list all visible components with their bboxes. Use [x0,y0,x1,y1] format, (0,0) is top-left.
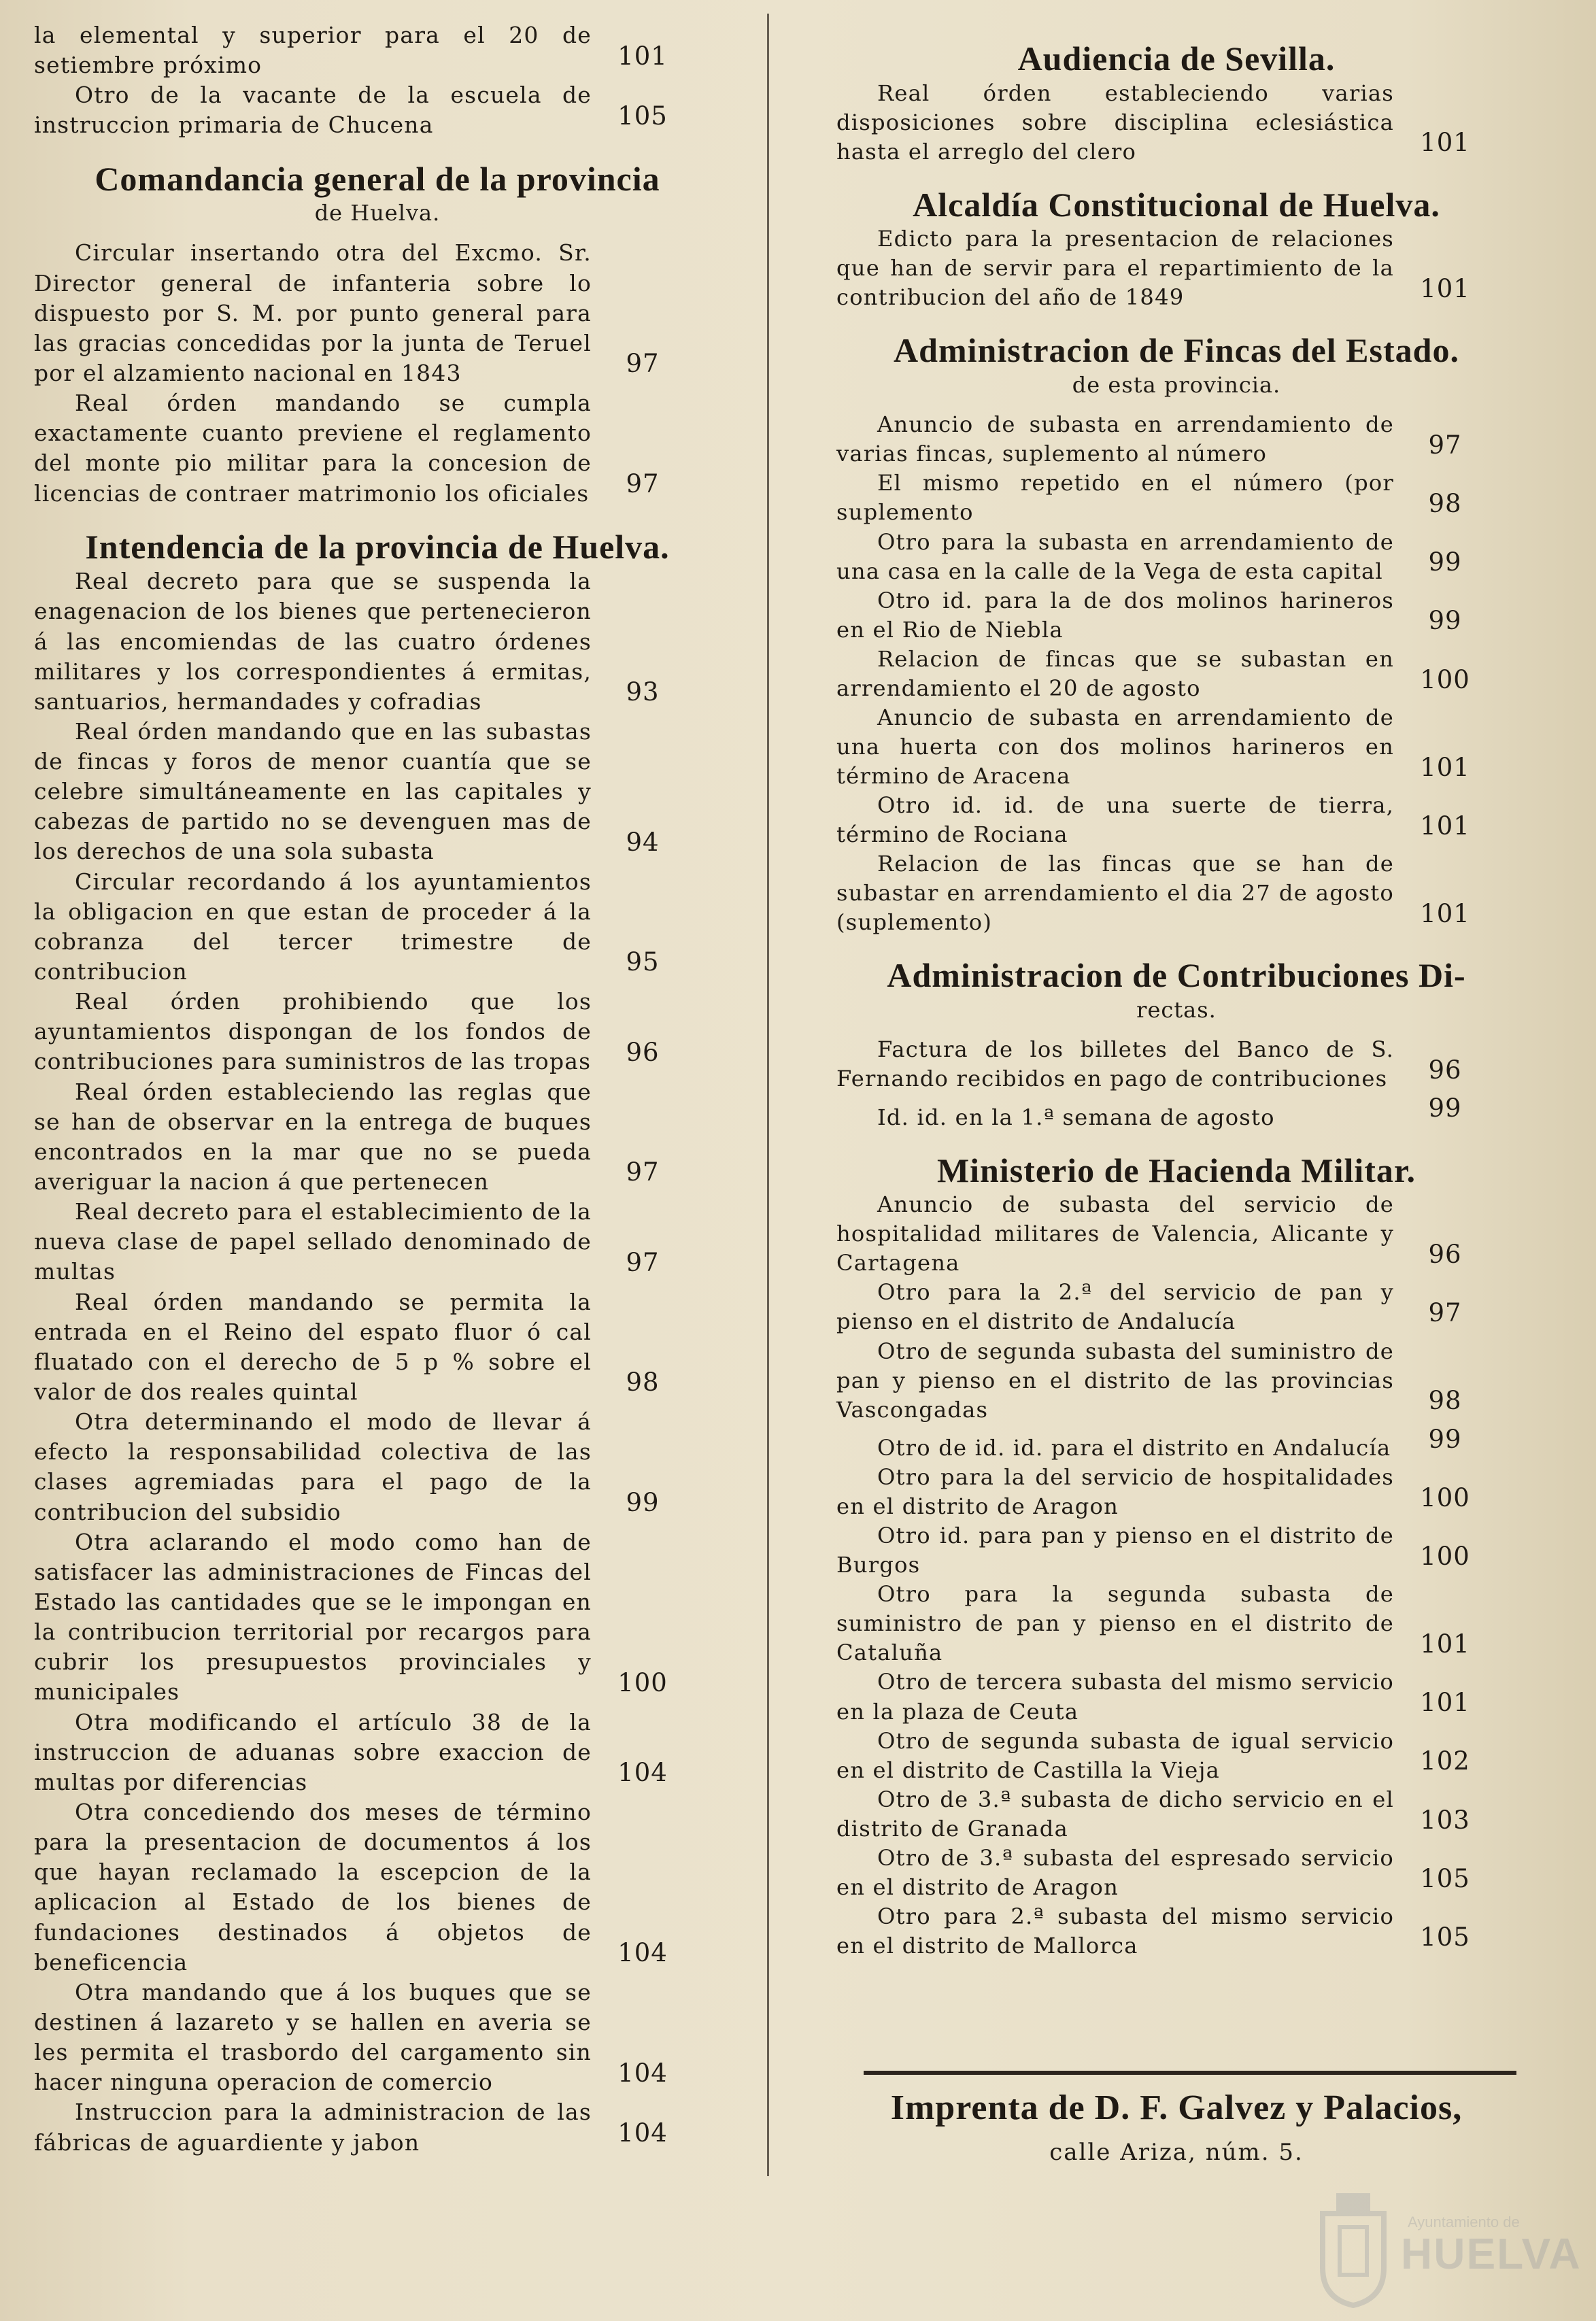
index-entry [34,1407,721,1527]
index-section [836,331,1516,937]
section-heading: Comandancia general de la provincia [95,159,660,198]
index-entry [836,1727,1516,1785]
entry-page-number: 98 [1428,489,1462,519]
entry-text: Otro id. para la de dos molinos harineros en el Rio de Niebla [836,587,1394,643]
entry-text: Real decreto para el establecimiento de la nueva clase de papel sellado denominado de multas [34,1198,592,1285]
left-column [34,20,721,2170]
entry-page-number: 99 [1428,1094,1462,1123]
index-entry [836,1463,1516,1521]
section-heading: Intendencia de la provincia de Huelva. [85,527,670,566]
entry-page-number: 96 [626,1037,660,1067]
entry-text: Otro de 3.ª subasta del espresado servicio en el distrito de Aragon [836,1844,1394,1900]
index-entry [34,1197,721,1287]
entry-text: Otra determinando el modo de llevar á efecto la responsabilidad colectiva de las clases agremiadas para el pago de la contribucion del subsidio [34,1408,592,1525]
entry-text: Otro para la subasta en arrendamiento de una casa en la calle de la Vega de esta capital [836,528,1394,584]
right-column [836,20,1516,1973]
archive-watermark [1312,2186,1584,2309]
entry-text: Circular insertando otra del Excmo. Sr. Director general de infanteria sobre lo dispuesto por S. M. por punto general para las gracias concedidas por la junta de Teruel por el alzamiento nacional en 1843 [34,239,592,387]
entry-page-number: 94 [626,827,660,857]
entry-page-number: 98 [1428,1386,1462,1416]
entry-text: Otro de 3.ª subasta de dicho servicio en el distrito de Granada [836,1786,1394,1842]
entry-text: Relacion de fincas que se subastan en arrendamiento el 20 de agosto [836,645,1394,701]
index-entry [34,566,721,717]
entry-page-number: 100 [1420,664,1470,694]
entry-page-number: 97 [626,469,660,498]
index-section [836,39,1516,167]
index-entry [836,469,1516,527]
entry-page-number: 101 [1420,1629,1470,1659]
entry-page-number: 97 [1428,1298,1462,1328]
entry-text: Otra mandando que á los buques que se destinen á lazareto y se hallen en averia se les permita el trasbordo del cargamento sin hacer ninguna operacion de comercio [34,1978,592,2096]
entry-text: Factura de los billetes del Banco de S. Fernando recibidos en pago de contribuciones [836,1036,1394,1092]
entry-text: Otro de id. id. para el distrito en Andalucía [877,1434,1391,1461]
section-heading: Ministerio de Hacienda Militar. [936,1151,1416,1189]
entry-page-number: 101 [1420,752,1470,782]
entry-text: El mismo repetido en el número (por suplemento [836,470,1394,526]
index-entry [836,1278,1516,1336]
entry-page-number: 93 [626,677,660,707]
index-entry [34,80,721,140]
entry-text: Anuncio de subasta del servicio de hospitalidad militares de Valencia, Alicante y Cartagena [836,1191,1394,1276]
entry-text: Id. id. en la 1.ª semana de agosto [877,1104,1275,1130]
entry-page-number: 102 [1420,1746,1470,1776]
entry-page-number: 105 [1420,1863,1470,1893]
entry-text: Real órden mandando que en las subastas de fincas y foros de menor cuantía que se celebre simultáneamente en las capitales y cabezas de partido no se devenguen mas de los derechos de una sola subasta [34,717,592,865]
entry-page-number: 101 [1420,128,1470,158]
entry-page-number: 101 [1420,899,1470,929]
entry-page-number: 100 [1420,1541,1470,1571]
index-entry [836,1844,1516,1902]
index-entry [836,1785,1516,1844]
footer-rule [864,2071,1516,2075]
index-entry [34,717,721,867]
index-section [34,20,721,141]
index-section [34,160,721,509]
entry-text: la elemental y superior para el 20 de setiembre próximo [34,22,592,79]
watermark-line1: Ayuntamiento de [1408,2214,1520,2231]
entry-page-number: 99 [626,1488,660,1517]
entry-text: Otro de segunda subasta del suministro de pan y pienso en el distrito de las provincias Vascongadas [836,1338,1394,1423]
entry-text: Real órden prohibiendo que los ayuntamientos dispongan de los fondos de contribuciones para suministros de las tropas [34,988,592,1075]
entry-text: Relacion de las fincas que se han de subastar en arrendamiento el dia 27 de agosto (suplemento) [836,851,1394,936]
entry-page-number: 104 [617,1758,668,1788]
entry-text: Otro para la 2.ª del servicio de pan y pienso en el distrito de Andalucía [836,1279,1394,1335]
printer-address: calle Ariza, núm. 5. [1049,2139,1304,2166]
section-subheading: rectas. [1136,996,1217,1023]
index-entry [34,1527,721,1708]
entry-text: Otra modificando el artículo 38 de la instruccion de aduanas sobre exaccion de multas por diferencias [34,1708,592,1795]
index-entry [836,849,1516,937]
entry-text: Instruccion para la administracion de las fábricas de aguardiente y jabon [34,2099,592,2156]
section-subheading: de Huelva. [314,200,441,226]
entry-page-number: 101 [617,41,668,71]
entry-page-number: 99 [1428,547,1462,577]
index-entry [836,1337,1516,1425]
section-subheading: de esta provincia. [1072,371,1281,398]
index-entry [836,1035,1516,1094]
entry-page-number: 95 [626,947,660,977]
entry-page-number: 103 [1420,1805,1470,1835]
index-entry [836,528,1516,586]
index-entry [836,224,1516,312]
entry-text: Real decreto para que se suspenda la enagenacion de los bienes que pertenecieron á las encomiendas de las cuatro órdenes militares y los correspondientes á ermitas, santuarios, hermandades y cofradias [34,568,592,715]
entry-page-number: 97 [1428,430,1462,460]
section-heading: Administracion de Fincas del Estado. [894,331,1459,370]
entry-text: Otro de la vacante de la escuela de instruccion primaria de Chucena [34,82,592,139]
index-section [836,186,1516,313]
column-divider [767,14,769,2176]
entry-page-number: 99 [1428,1424,1462,1454]
index-entry [34,1978,721,2098]
entry-text: Otro id. id. de una suerte de tierra, término de Rociana [836,792,1394,848]
index-entry [836,1521,1516,1580]
section-heading: Alcaldía Constitucional de Huelva. [913,185,1440,224]
entry-text: Otro de tercera subasta del mismo servicio en la plaza de Ceuta [836,1669,1394,1725]
index-entry [836,1190,1516,1278]
entry-page-number: 98 [626,1368,660,1397]
index-section [836,956,1516,1132]
entry-text: Otro para la del servicio de hospitalidades en el distrito de Aragon [836,1464,1394,1520]
section-heading: Audiencia de Sevilla. [1017,39,1336,78]
entry-text: Otra concediendo dos meses de término para la presentacion de documentos á los que hayan reclamado la escepcion de la aplicacion al Estado de los bienes de fundaciones destinados á objetos de beneficencia [34,1798,592,1976]
index-section [836,1151,1516,1961]
entry-text: Otro de segunda subasta de igual servicio en el distrito de Castilla la Vieja [836,1727,1394,1783]
entry-page-number: 105 [617,101,668,131]
entry-page-number: 101 [1420,1688,1470,1718]
index-entry [836,703,1516,791]
entry-page-number: 97 [626,1157,660,1187]
index-entry [34,867,721,987]
index-entry [836,410,1516,469]
index-entry [34,1708,721,1797]
index-entry [836,1425,1516,1463]
index-entry [836,645,1516,703]
index-entry [836,1667,1516,1726]
index-entry [34,238,721,388]
entry-text: Edicto para la presentacion de relaciones que han de servir para el repartimiento de la contribucion del año de 1849 [836,226,1394,311]
index-section [34,528,721,2158]
entry-text: Otra aclarando el modo como han de satisfacer las administraciones de Fincas del Estado las cantidades que se le impongan en la contribucion territorial por recargos para cubrir los presupuestos provinciales y municipales [34,1528,592,1706]
printer-imprint: Imprenta de D. F. Galvez y Palacios, [890,2088,1463,2127]
index-entry [34,388,721,509]
entry-page-number: 97 [626,349,660,379]
entry-page-number: 100 [1420,1483,1470,1512]
index-entry [34,2097,721,2157]
index-entry [836,1580,1516,1667]
entry-text: Otro id. para pan y pienso en el distrito de Burgos [836,1523,1394,1578]
entry-page-number: 104 [617,2118,668,2148]
entry-text: Otro para 2.ª subasta del mismo servicio en el distrito de Mallorca [836,1903,1394,1959]
index-entry [34,20,721,80]
index-entry [34,987,721,1077]
entry-page-number: 105 [1420,1922,1470,1952]
index-entry [836,1094,1516,1132]
index-entry [34,1797,721,1978]
entry-text: Real órden mandando se cumpla exactamente cuanto previene el reglamento del monte pio militar para la concesion de licencias de contraer matrimonio los oficiales [34,390,592,507]
entry-page-number: 96 [1428,1055,1462,1085]
entry-page-number: 96 [1428,1240,1462,1270]
index-entry [34,1077,721,1198]
entry-text: Real órden estableciendo las reglas que se han de observar en la entrega de buques encontrados en la mar que no se pueda averiguar la nacion á que pertenecen [34,1078,592,1196]
entry-text: Real órden estableciendo varias disposiciones sobre disciplina eclesiástica hasta el arreglo del clero [836,80,1394,165]
index-entry [836,1902,1516,1961]
entry-page-number: 101 [1420,811,1470,841]
entry-text: Otro para la segunda subasta de suministro de pan y pienso en el distrito de Cataluña [836,1581,1394,1666]
entry-page-number: 104 [617,1938,668,1968]
entry-page-number: 104 [617,2058,668,2088]
entry-text: Anuncio de subasta en arrendamiento de varias fincas, suplemento al número [836,411,1394,467]
entry-text: Circular recordando á los ayuntamientos la obligacion en que estan de proceder á la cobranza del tercer trimestre de contribucion [34,868,592,985]
index-entry [836,79,1516,167]
index-entry [34,1287,721,1408]
section-heading: Administracion de Contribuciones Di- [887,956,1466,995]
index-entry [836,791,1516,849]
entry-page-number: 100 [617,1667,668,1697]
city-shield-icon [1312,2186,1394,2309]
entry-page-number: 101 [1420,274,1470,304]
entry-text: Anuncio de subasta en arrendamiento de una huerta con dos molinos harineros en término de Aracena [836,704,1394,790]
entry-page-number: 99 [1428,606,1462,636]
index-entry [836,586,1516,645]
entry-page-number: 97 [626,1247,660,1277]
watermark-line2: HUELVA [1401,2229,1582,2278]
entry-text: Real órden mandando se permita la entrada en el Reino del espato fluor ó cal fluatado con el derecho de 5 p % sobre el valor de dos reales quintal [34,1288,592,1406]
